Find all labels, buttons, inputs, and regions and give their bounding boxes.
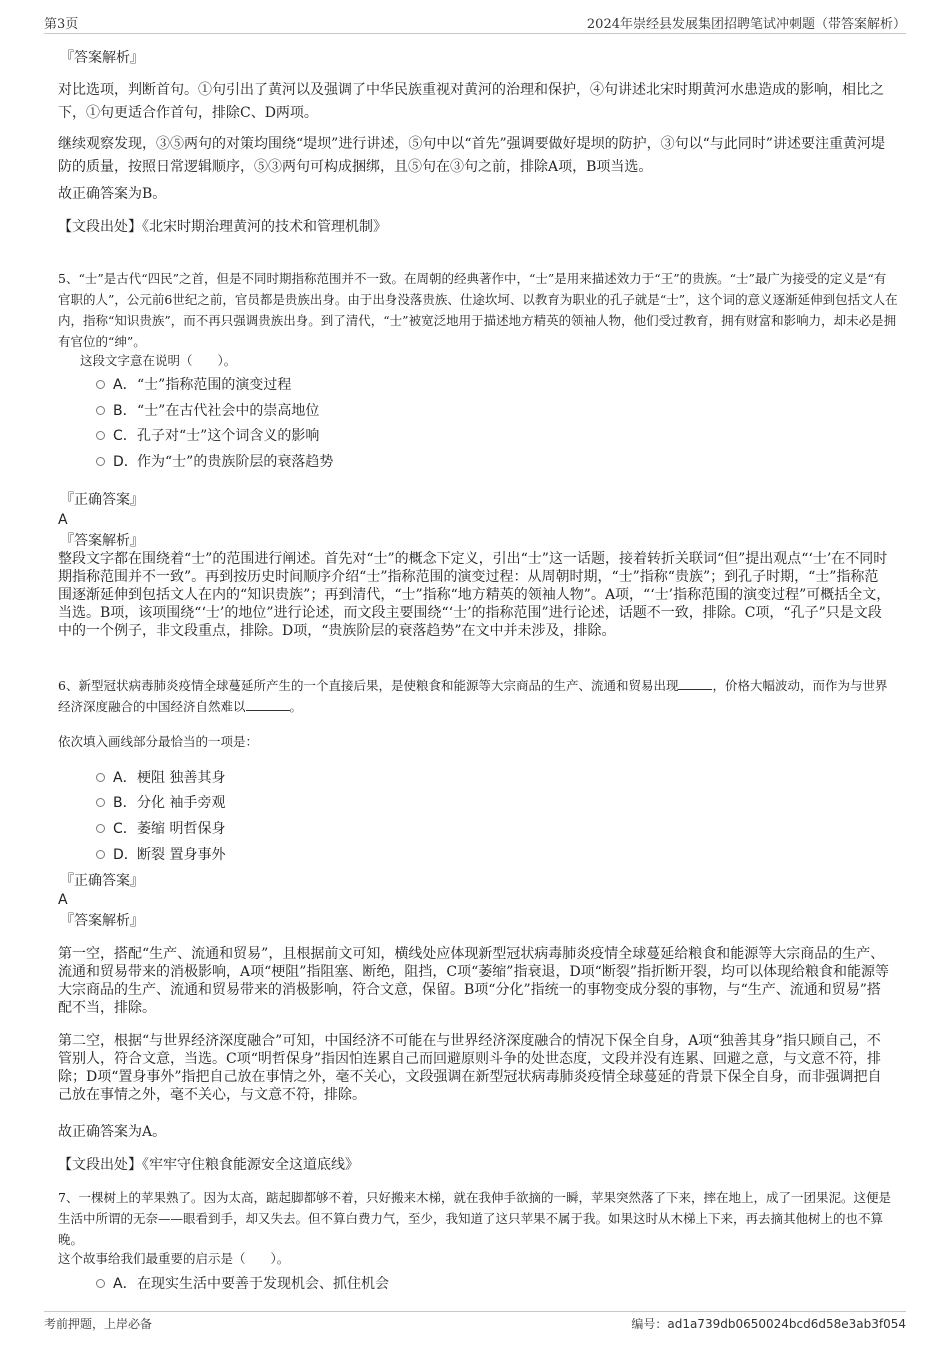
document-title: 2024年崇经县发展集团招聘笔试冲刺题（带答案解析）	[586, 17, 906, 32]
page-header	[44, 13, 906, 33]
answer-value: A	[58, 892, 68, 908]
option-a[interactable]: A． 梗阻 独善其身	[96, 767, 225, 787]
blank-1	[678, 677, 712, 690]
radio-icon[interactable]	[96, 798, 105, 807]
radio-icon[interactable]	[96, 773, 105, 782]
radio-icon[interactable]	[96, 850, 105, 859]
option-a[interactable]: A． “士”指称范围的演变过程	[96, 374, 291, 394]
radio-icon[interactable]	[96, 824, 105, 833]
question-stem: 6、新型冠状病毒肺炎疫情全球蔓延所产生的一个直接后果，是使粮食和能源等大宗商品的生产、流通和贸易出现 ，价格大幅波动，而作为与世界经济深度融合的中国经济自然难以 。	[58, 678, 888, 714]
radio-icon[interactable]	[96, 431, 105, 440]
answer-value: A	[58, 512, 68, 528]
header-divider	[44, 33, 906, 34]
option-d[interactable]: D． 断裂 置身事外	[96, 844, 225, 864]
analysis-paragraph: 继续观察发现，③⑤两句的对策均围绕“堤坝”进行讲述，⑤句中以“首先”强调要做好堤坝的防护，③句以“与此同时”讲述要注重黄河堤防的质量，按照日常逻辑顺序，⑤③两句可构成捆绑，且⑤句在③句之前，排除A项，B项当选。	[58, 136, 885, 175]
question-ask: 这个故事给我们最重要的启示是（ ）。	[58, 1251, 290, 1266]
analysis-label: 『答案解析』	[60, 50, 144, 66]
source-citation: 【文段出处】《牢牢守住粮食能源安全这道底线》	[58, 1157, 359, 1173]
page-number: 第3页	[44, 17, 79, 32]
analysis-paragraph: 整段文字都在围绕着“士”的范围进行阐述。首先对“士”的概念下定义，引出“士”这一话题，接着转折关联词“但”提出观点“‘士’在不同时期指称范围并不一致”。再到按历史时间顺序介绍“士”指称范围的演变过程：从周朝时期，“士”指称“贵族”；到孔子时期，“士”指称范围逐渐延伸到包括文人在内的“知识贵族”；再到清代，“士”指称“地方精英的领袖人物”。A项，“‘士’指称范围的演变过程”可概括全文，当选。B项，该项围绕“‘士’的地位”进行论述，而文段主要围绕“‘士’的指称范围”进行论述，话题不一致，排除。C项，“孔子”只是文段中的一个例子，非文段重点，排除。D项，“贵族阶层的衰落趋势”在文中并未涉及，排除。	[58, 551, 891, 639]
analysis-paragraph: 第二空，根据“与世界经济深度融合”可知，中国经济不可能在与世界经济深度融合的情况下保全自身，A项“独善其身”指只顾自己，不管别人，符合文意，当选。C项“明哲保身”指因怕连累自己而回避原则斗争的处世态度，文段并没有连累、回避之意，与文意不符，排除；D项“置身事外”指把自己放在事情之外，毫不关心，文段强调在新型冠状病毒肺炎疫情全球蔓延的背景下保全自身，而非强调把自己放在事情之外，毫不关心，与文意不符，排除。	[58, 1033, 882, 1103]
analysis-label: 『答案解析』	[60, 913, 144, 929]
conclusion: 故正确答案为A。	[58, 1124, 167, 1140]
radio-icon[interactable]	[96, 457, 105, 466]
document-code: 编号：ad1a739db0650024bcd6d58e3ab3f054	[631, 1317, 906, 1331]
option-a[interactable]: A． 在现实生活中要善于发现机会、抓住机会	[96, 1273, 389, 1293]
option-c[interactable]: C． 萎缩 明哲保身	[96, 818, 225, 838]
radio-icon[interactable]	[96, 380, 105, 389]
analysis-label: 『答案解析』	[60, 533, 144, 549]
radio-icon[interactable]	[96, 1279, 105, 1288]
question-stem: 5、“士”是古代“四民”之首，但是不同时期指称范围并不一致。在周朝的经典著作中，“士”是用来描述效力于“王”的贵族。“士”最广为接受的定义是“有官职的人”，公元前6世纪之前，官员都是贵族出身。由于出身没落贵族、仕途坎坷、以教育为职业的孔子就是“士”，这个词的意义逐渐延伸到包括文人在内，指称“知识贵族”，而不再只强调贵族出身。到了清代，“士”被宽泛地用于描述地方精英的领袖人物，他们受过教育，拥有财富和影响力，却未必是拥有官位的“绅”。	[58, 271, 898, 349]
analysis-paragraph: 对比选项，判断首句。①句引出了黄河以及强调了中华民族重视对黄河的治理和保护，④句讲述北宋时期黄河水患造成的影响，相比之下，①句更适合作首句，排除C、D两项。	[58, 82, 884, 121]
question-stem: 7、一棵树上的苹果熟了。因为太高，踮起脚都够不着，只好搬来木梯，就在我伸手欲摘的一瞬，苹果突然落了下来，摔在地上，成了一团果泥。这便是生活中所谓的无奈——眼看到手，却又失去。但不算白费力气，至少，我知道了这只苹果不属于我。如果这时从木梯上下来，再去摘其他树上的也不算晚。	[58, 1190, 891, 1247]
radio-icon[interactable]	[96, 406, 105, 415]
footer-slogan: 考前押题，上岸必备	[44, 1317, 153, 1331]
footer-divider	[44, 1311, 906, 1312]
source-citation: 【文段出处】《北宋时期治理黄河的技术和管理机制》	[58, 219, 387, 235]
question-ask: 依次填入画线部分最恰当的一项是：	[58, 734, 259, 749]
answer-label: 『正确答案』	[60, 492, 144, 508]
option-b[interactable]: B． 分化 袖手旁观	[96, 792, 225, 812]
question-ask: 这段文字意在说明（ ）。	[80, 353, 237, 368]
analysis-paragraph: 第一空，搭配“生产、流通和贸易”，且根据前文可知，横线处应体现新型冠状病毒肺炎疫情全球蔓延给粮食和能源等大宗商品的生产、流通和贸易带来的消极影响，A项“梗阻”指阻塞、断绝，阻挡，C项“萎缩”指衰退，D项“断裂”指折断开裂，均可以体现给粮食和能源等大宗商品的生产、流通和贸易带来的消极影响，符合文意，保留。B项“分化”指统一的事物变成分裂的事物，与“生产、流通和贸易”搭配不当，排除。	[58, 946, 889, 1016]
option-d[interactable]: D． 作为“士”的贵族阶层的衰落趋势	[96, 451, 333, 471]
option-b[interactable]: B． “士”在古代社会中的崇高地位	[96, 400, 319, 420]
option-c[interactable]: C． 孔子对“士”这个词含义的影响	[96, 425, 319, 445]
conclusion: 故正确答案为B。	[58, 186, 167, 202]
blank-2	[246, 698, 290, 711]
answer-label: 『正确答案』	[60, 873, 144, 889]
